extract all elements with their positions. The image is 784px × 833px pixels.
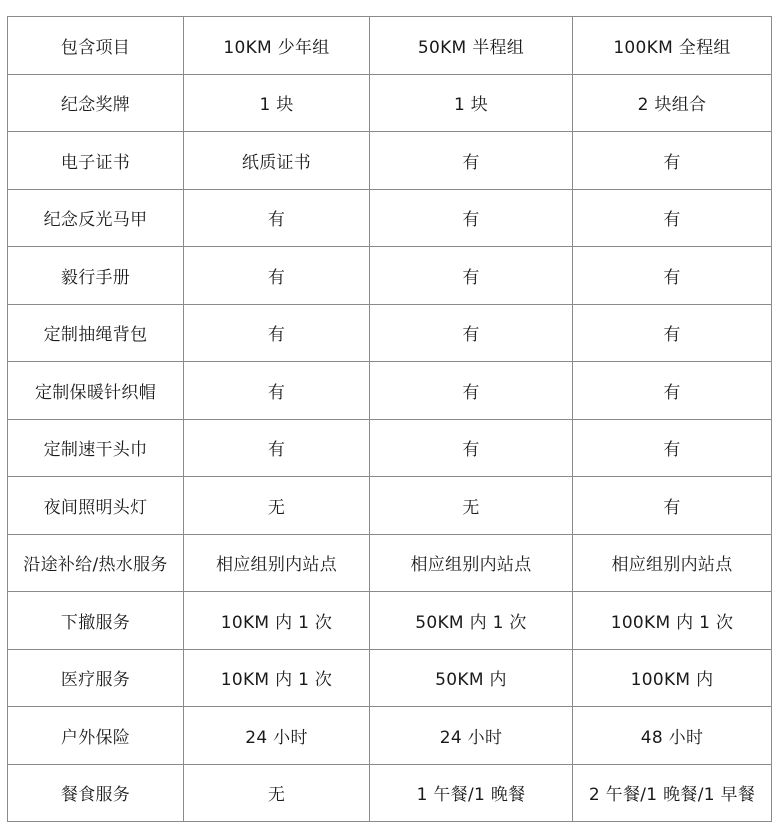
cell-100km: 有 bbox=[573, 189, 772, 247]
cell-100km: 相应组别内站点 bbox=[573, 534, 772, 592]
package-table-container bbox=[7, 16, 772, 822]
row-label: 定制速干头巾 bbox=[8, 419, 184, 477]
cell-10km: 有 bbox=[184, 304, 370, 362]
row-label: 毅行手册 bbox=[8, 247, 184, 305]
cell-50km: 有 bbox=[370, 362, 573, 420]
table-row bbox=[8, 764, 772, 822]
cell-10km: 相应组别内站点 bbox=[184, 534, 370, 592]
cell-50km: 1 午餐/1 晚餐 bbox=[370, 764, 573, 822]
row-label: 电子证书 bbox=[8, 132, 184, 190]
header-cell-100km: 100KM 全程组 bbox=[573, 17, 772, 75]
cell-50km: 有 bbox=[370, 189, 573, 247]
table-row bbox=[8, 132, 772, 190]
cell-100km: 48 小时 bbox=[573, 707, 772, 765]
cell-50km: 1 块 bbox=[370, 74, 573, 132]
table-row bbox=[8, 74, 772, 132]
cell-10km: 有 bbox=[184, 362, 370, 420]
cell-10km: 有 bbox=[184, 419, 370, 477]
table-row bbox=[8, 189, 772, 247]
row-label: 纪念奖牌 bbox=[8, 74, 184, 132]
cell-100km: 有 bbox=[573, 362, 772, 420]
cell-100km: 100KM 内 bbox=[573, 649, 772, 707]
cell-100km: 有 bbox=[573, 132, 772, 190]
row-label: 户外保险 bbox=[8, 707, 184, 765]
table-row bbox=[8, 707, 772, 765]
cell-10km: 1 块 bbox=[184, 74, 370, 132]
cell-10km: 纸质证书 bbox=[184, 132, 370, 190]
row-label: 下撤服务 bbox=[8, 592, 184, 650]
table-row bbox=[8, 304, 772, 362]
cell-50km: 有 bbox=[370, 247, 573, 305]
table-row bbox=[8, 247, 772, 305]
cell-100km: 2 午餐/1 晚餐/1 早餐 bbox=[573, 764, 772, 822]
cell-50km: 有 bbox=[370, 419, 573, 477]
row-label: 医疗服务 bbox=[8, 649, 184, 707]
package-comparison-table bbox=[7, 16, 772, 822]
cell-50km: 相应组别内站点 bbox=[370, 534, 573, 592]
cell-10km: 10KM 内 1 次 bbox=[184, 649, 370, 707]
cell-10km: 24 小时 bbox=[184, 707, 370, 765]
row-label: 纪念反光马甲 bbox=[8, 189, 184, 247]
header-cell-50km: 50KM 半程组 bbox=[370, 17, 573, 75]
row-label: 定制保暖针织帽 bbox=[8, 362, 184, 420]
header-cell-item: 包含项目 bbox=[8, 17, 184, 75]
row-label: 沿途补给/热水服务 bbox=[8, 534, 184, 592]
cell-50km: 有 bbox=[370, 132, 573, 190]
cell-10km: 有 bbox=[184, 189, 370, 247]
cell-50km: 24 小时 bbox=[370, 707, 573, 765]
table-row bbox=[8, 419, 772, 477]
cell-10km: 有 bbox=[184, 247, 370, 305]
cell-50km: 无 bbox=[370, 477, 573, 535]
cell-10km: 无 bbox=[184, 764, 370, 822]
row-label: 餐食服务 bbox=[8, 764, 184, 822]
cell-10km: 10KM 内 1 次 bbox=[184, 592, 370, 650]
cell-100km: 2 块组合 bbox=[573, 74, 772, 132]
cell-100km: 100KM 内 1 次 bbox=[573, 592, 772, 650]
table-row bbox=[8, 534, 772, 592]
row-label: 夜间照明头灯 bbox=[8, 477, 184, 535]
cell-100km: 有 bbox=[573, 247, 772, 305]
cell-50km: 50KM 内 1 次 bbox=[370, 592, 573, 650]
table-row bbox=[8, 362, 772, 420]
header-cell-10km: 10KM 少年组 bbox=[184, 17, 370, 75]
cell-100km: 有 bbox=[573, 304, 772, 362]
table-row bbox=[8, 592, 772, 650]
cell-100km: 有 bbox=[573, 477, 772, 535]
table-header-row bbox=[8, 17, 772, 75]
row-label: 定制抽绳背包 bbox=[8, 304, 184, 362]
table-row bbox=[8, 477, 772, 535]
table-row bbox=[8, 649, 772, 707]
cell-50km: 有 bbox=[370, 304, 573, 362]
cell-100km: 有 bbox=[573, 419, 772, 477]
cell-50km: 50KM 内 bbox=[370, 649, 573, 707]
cell-10km: 无 bbox=[184, 477, 370, 535]
